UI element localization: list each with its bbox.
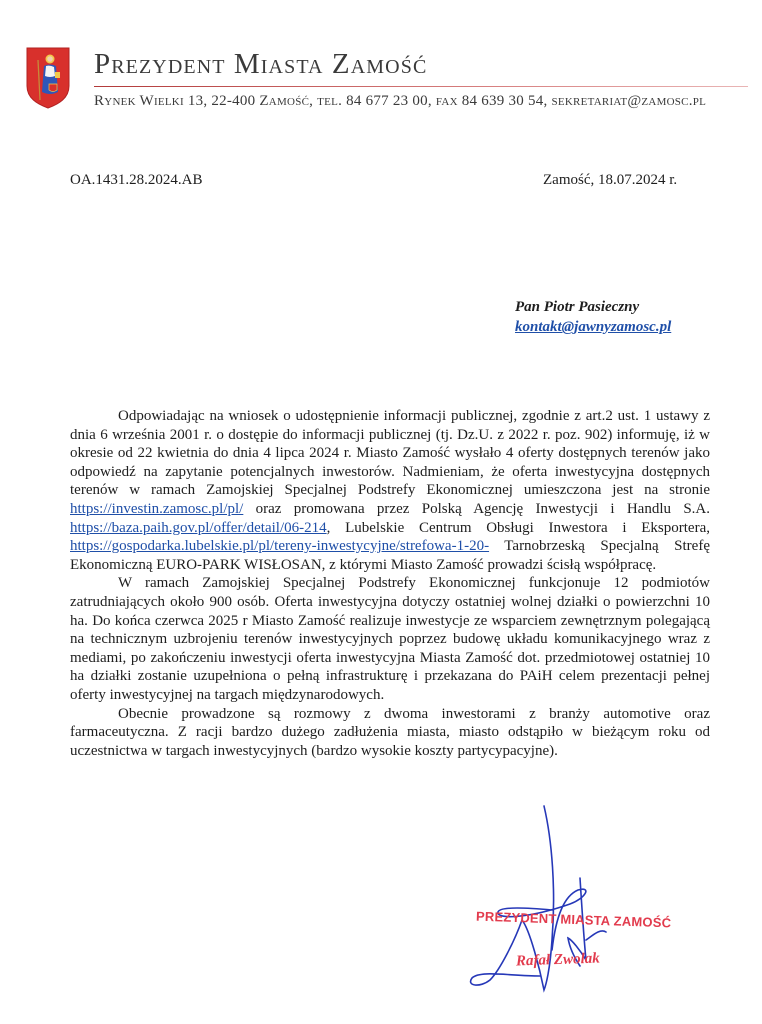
coat-of-arms-icon — [25, 46, 71, 110]
recipient-block — [515, 297, 671, 337]
paragraph-1 — [70, 407, 710, 574]
paragraph-3: Obecnie prowadzone są rozmowy z dwoma inwestorami z branży automotive oraz farmaceutyczna. Z racji bardzo dużego zadłużenia miasta, miasto odstąpiło w bieżącym roku od uczestnictwa w targach inwestycyjnych (bardzo wysokie koszty partycypacyjne). — [70, 705, 710, 759]
stamp-title: PREZYDENT MIASTA ZAMOŚĆ — [475, 908, 672, 931]
paragraph-1-text-c: , Lubelskie Centrum Obsługi Inwestora i Eksportera, — [326, 519, 710, 536]
stamp-signatory-name: Rafał Zwolak — [515, 950, 601, 970]
reference-number: OA.1431.28.2024.AB — [70, 172, 203, 188]
lubelskie-link[interactable]: https://gospodarka.lubelskie.pl/pl/tereny-inwestycyjne/strefowa-1-20- — [70, 538, 490, 555]
paragraph-1-text-a: Odpowiadając na wniosek o udostępnienie informacji publicznej, zgodnie z art.2 ust. 1 ustawy z dnia 6 września 2001 r. o dostępie do informacji publicznej (tj. Dz.U. z 2022 r. poz. 902) informuję, iż w okresie od 22 kwietnia do dnia 4 lipca 2024 r. Miasto Zamość wysłało 4 oferty dostępnych terenów jako odpowiedź na zapytanie potencjalnych inwestorów. Nadmieniam, że oferta inwestycyjna dostępnych terenów w ramach Zamojskiej Specjalnej Podstrefy Ekonomicznej umieszczona jest na stronie — [70, 408, 710, 499]
paih-link[interactable]: https://baza.paih.gov.pl/offer/detail/06-214 — [70, 519, 327, 536]
place-and-date: Zamość, 18.07.2024 r. — [543, 172, 678, 188]
paragraph-1-text-b: oraz promowana przez Polską Agencję Inwestycji i Handlu S.A. — [243, 500, 710, 517]
paragraph-1-text-d: Tarnobrzeską Specjalną Strefę Ekonomiczną EURO-PARK WISŁOSAN, z którymi Miasto Zamość prowadzi ścisłą współpracę. — [70, 538, 710, 573]
recipient-name: Pan Piotr Pasieczny — [515, 299, 640, 315]
letterhead-address: Rynek Wielki 13, 22-400 Zamość, tel. 84 677 23 00, fax 84 639 30 54, sekretariat@zamosc.pl — [94, 93, 707, 109]
letterhead-title: Prezydent Miasta Zamość — [94, 48, 428, 80]
recipient-email-link[interactable]: kontakt@jawnyzamosc.pl — [515, 319, 672, 335]
handwritten-signature-icon — [460, 800, 700, 1000]
paragraph-2: W ramach Zamojskiej Specjalnej Podstrefy Ekonomicznej funkcjonuje 12 podmiotów zatrudniających około 900 osób. Oferta inwestycyjna dotyczy ostatniej wolnej działki o powierzchni 10 ha. Do końca czerwca 2025 r Miasto Zamość realizuje inwestycje ze wsparciem zewnętrznym polegającą na technicznym uzbrojeniu terenów inwestycyjnych poprzez budowę układu komunikacyjnego wraz z mediami, po zakończeniu inwestycji oferta inwestycyjna Miasta Zamość dot. przedmiotowej ostatniej 10 ha działki zostanie uzupełniona o pełną infrastrukturę i przekazana do PAiH celem prezentacji pełnej oferty inwestycyjnej na targach międzynarodowych. — [70, 575, 710, 703]
letterhead-divider — [94, 86, 748, 87]
letter-body — [70, 407, 710, 760]
investin-link[interactable]: https://investin.zamosc.pl/pl/ — [70, 500, 244, 517]
